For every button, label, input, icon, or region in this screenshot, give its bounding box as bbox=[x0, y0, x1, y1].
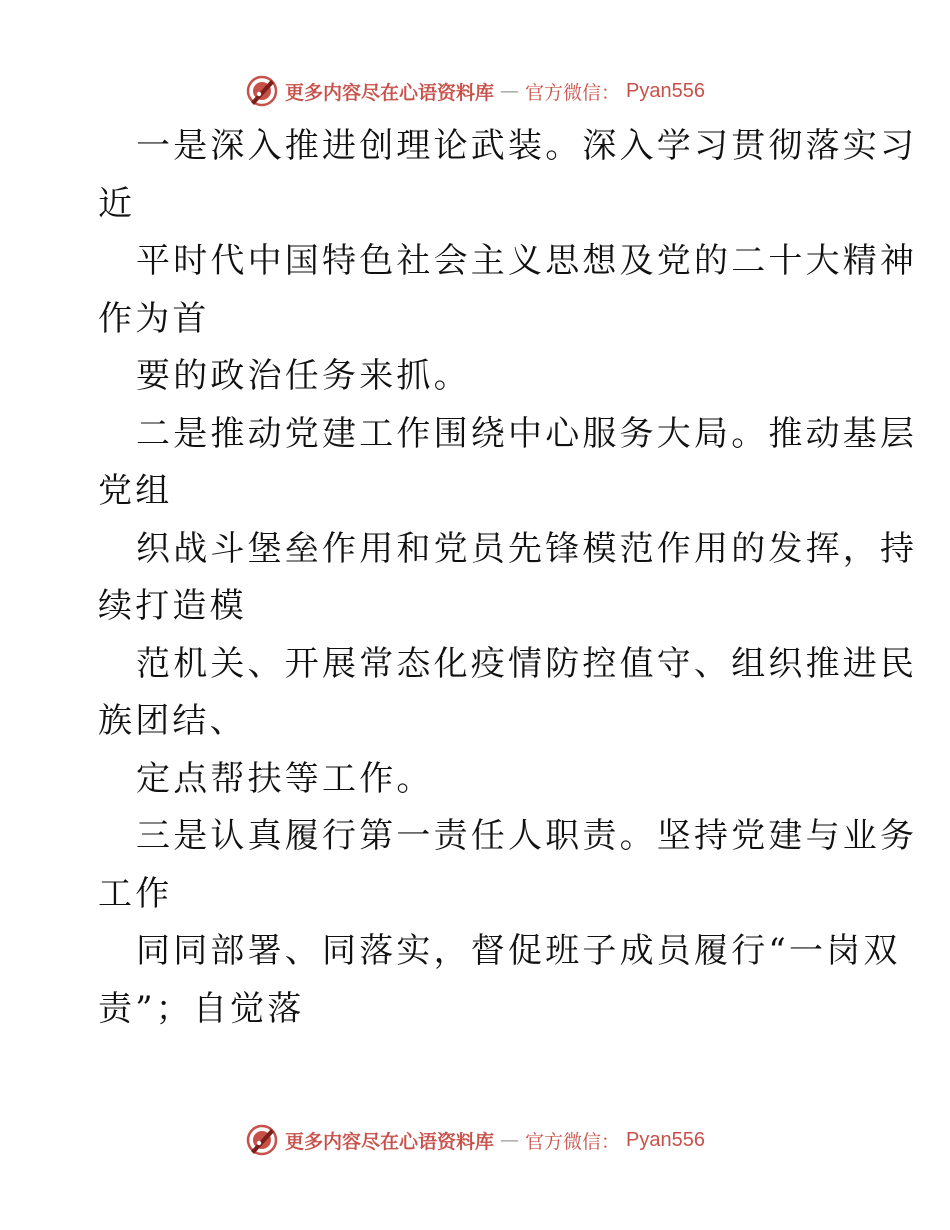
body-line: 作为首 bbox=[98, 298, 210, 339]
body-line: 族团结、 bbox=[98, 701, 247, 741]
body-line: 三是认真履行第一责任人职责。坚持党建与业务 bbox=[136, 816, 918, 856]
header-watermark bbox=[0, 71, 950, 111]
body-line: 平时代中国特色社会主义思想及党的二十大精神 bbox=[136, 241, 918, 281]
body-line: 二是推动党建工作围绕中心服务大局。推动基层 bbox=[136, 413, 918, 454]
watermark-text: 更多内容尽在心语资料库 bbox=[285, 81, 495, 104]
watermark-dash: — bbox=[500, 1129, 520, 1151]
body-line: 要的政治任务来抓。 bbox=[136, 356, 471, 396]
watermark-label: 官方微信： bbox=[525, 81, 621, 104]
body-line: 定点帮扶等工作。 bbox=[136, 758, 434, 799]
watermark-handle: Pyan556 bbox=[626, 1128, 705, 1151]
watermark-text: 更多内容尽在心语资料库 bbox=[285, 1130, 495, 1153]
pen-logo-icon bbox=[245, 74, 279, 108]
body-line: 范机关、开展常态化疫情防控值守、组织推进民 bbox=[136, 643, 918, 684]
body-line: 一是深入推进创理论武装。深入学习贯彻落实习 bbox=[136, 126, 918, 166]
body-line: 续打造模 bbox=[98, 586, 247, 626]
body-line: 党组 bbox=[98, 471, 173, 511]
body-line: 工作 bbox=[98, 873, 173, 914]
pen-logo-icon bbox=[245, 1123, 279, 1157]
watermark-dash: — bbox=[500, 80, 520, 102]
watermark-label: 官方微信： bbox=[525, 1130, 621, 1153]
body-line: 织战斗堡垒作用和党员先锋模范作用的发挥，持 bbox=[136, 528, 918, 569]
body-line: 责”；自觉落 bbox=[98, 988, 305, 1029]
watermark-handle: Pyan556 bbox=[626, 79, 705, 102]
footer-watermark bbox=[0, 1120, 950, 1160]
body-line: 同同部署、同落实，督促班子成员履行“一岗双 bbox=[136, 931, 901, 971]
body-line: 近 bbox=[98, 183, 136, 224]
document-body bbox=[98, 118, 918, 1038]
